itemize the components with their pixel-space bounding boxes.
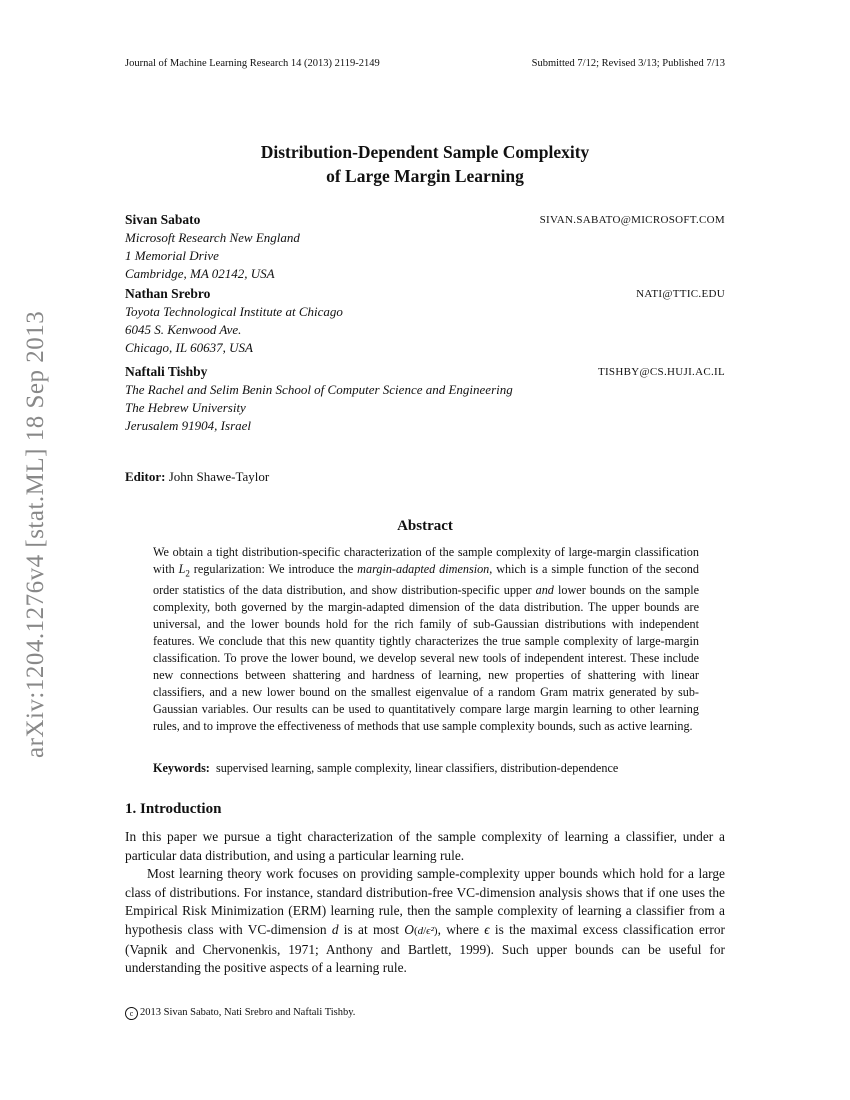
keywords-label: Keywords:: [153, 761, 210, 775]
math-fraction: ​(d/ϵ²): [413, 924, 438, 937]
abstract-heading: Abstract: [397, 518, 453, 534]
paper-title: [0, 140, 850, 188]
math-symbol: ϵ: [484, 921, 490, 937]
fraction-denominator: ϵ²: [426, 924, 434, 937]
paragraph-text: Most learning theory work focuses on providing sample-complexity upper bounds which hold for a large class of distributions. For instance, standard distribution-free VC-dimension analysis shows that if one uses the Empirical Risk Minimization (ERM) learning rule, then the sample complexity of learning a classifier from a hypothesis class with VC-dimension: [125, 866, 725, 937]
copyright-icon: c: [125, 1007, 138, 1020]
abstract-text: lower bounds on the sample complexity, both governed by the margin-adapted dimension of the data distribution. The upper bounds are universal, and the lower bounds hold for the rich family of sub-Gaussian distributions with independent features. We conclude that this new quantity tightly characterizes the true sample complexity of large-margin classification. To prove the lower bound, we develop several new tools of independent interest. These include new connections between shattering and hardness of learning, new properties of shattering with linear classifiers, and a new lower bound on the smallest eigenvalue of a random Gram matrix generated by sub-Gaussian variables. Our results can be used to quantitatively compare large margin learning to other learning rules, and to improve the effectiveness of methods that use sample complexity bounds, such as active learning.: [153, 583, 699, 734]
affiliation-line: Microsoft Research New England: [125, 230, 300, 245]
author-name: Naftali Tishby: [125, 364, 208, 379]
abstract-emphasis: and: [535, 583, 554, 598]
affiliation-line: The Hebrew University: [125, 400, 246, 415]
affiliation-line: 6045 S. Kenwood Ave.: [125, 322, 242, 337]
affiliation-line: Jerusalem 91904, Israel: [125, 418, 252, 433]
editor-name: John Shawe-Taylor: [168, 469, 270, 484]
paragraph-text: is the maximal excess classification error (Vapnik and Chervonenkis, 1971; Anthony and Bartlett, 1999). Such upper bounds can be useful for understanding the positive aspects of a learning rule.: [125, 921, 725, 976]
fraction-numerator: d: [417, 924, 424, 937]
affiliation-line: Cambridge, MA 02142, USA: [125, 266, 275, 281]
paper-title-line2: of Large Margin Learning: [326, 166, 524, 186]
copyright-footer: [125, 1007, 355, 1020]
paragraph: [125, 865, 725, 978]
author-email[interactable]: NATI@TTIC.EDU: [636, 288, 725, 300]
author-name: Sivan Sabato: [125, 212, 201, 227]
keywords-line: [153, 761, 713, 776]
affiliation-line: 1 Memorial Drive: [125, 248, 219, 263]
section-body: [125, 828, 725, 978]
author-affiliation: [125, 303, 343, 357]
copyright-text: 2013 Sivan Sabato, Nati Srebro and Naftali Tishby.: [140, 1007, 356, 1018]
abstract-emphasis: margin-adapted dimension: [357, 562, 490, 576]
arxiv-stamp-text: arXiv:1204.1276v4 [stat.ML] 18 Sep 2013: [22, 310, 49, 758]
paragraph-text: is at most: [338, 921, 405, 937]
abstract-text: regularization: We introduce the: [189, 562, 358, 576]
abstract-text: , which is a simple function of the second order statistics of the data distribution, and show distribution-specific upper: [153, 562, 699, 598]
paragraph-text: , where: [437, 921, 485, 937]
submission-dates: Submitted 7/12; Revised 3/13; Published 7/13: [531, 58, 725, 69]
section-heading: 1. Introduction: [125, 801, 222, 817]
editor-line: [125, 469, 269, 485]
math-subscript: 2: [185, 568, 190, 579]
affiliation-line: Toyota Technological Institute at Chicago: [125, 304, 343, 319]
math-symbol: L: [178, 562, 186, 576]
author-affiliation: [125, 229, 300, 283]
author-email[interactable]: SIVAN.SABATO@MICROSOFT.COM: [539, 214, 725, 226]
math-symbol: d: [331, 921, 339, 937]
author-affiliation: [125, 381, 513, 435]
author-email[interactable]: TISHBY@CS.HUJI.AC.IL: [597, 366, 725, 378]
paragraph: In this paper we pursue a tight characterization of the sample complexity of learning a classifier, under a particular data distribution, and using a particular learning rule.: [125, 829, 725, 863]
author-name: Nathan Srebro: [125, 286, 211, 301]
journal-header: Journal of Machine Learning Research 14 (2013) 2119-2149: [125, 58, 380, 69]
math-symbol: O: [404, 921, 414, 937]
keywords-text: supervised learning, sample complexity, linear classifiers, distribution-dependence: [215, 761, 619, 775]
affiliation-line: Chicago, IL 60637, USA: [125, 340, 253, 355]
paper-title-line1: Distribution-Dependent Sample Complexity: [260, 142, 590, 162]
abstract-text: We obtain a tight distribution-specific characterization of the sample complexity of large-margin classification with: [153, 545, 699, 576]
editor-label: Editor:: [125, 469, 166, 484]
abstract-body: [153, 544, 699, 735]
affiliation-line: The Rachel and Selim Benin School of Computer Science and Engineering: [125, 382, 513, 397]
